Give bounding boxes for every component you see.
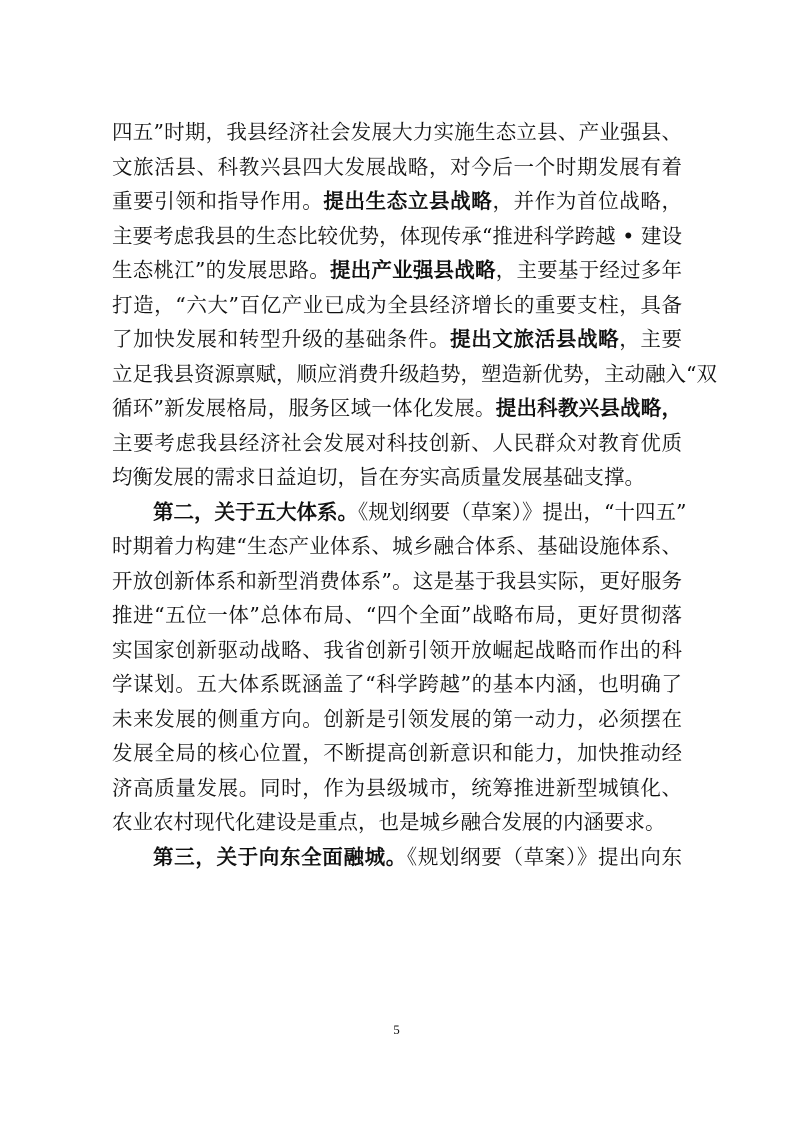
text-run: ，主要 [619,327,683,351]
text-line: 四五”时期，我县经济社会发展大力实施生态立县、产业强县、 [112,120,682,144]
bold-heading-tourism: 提出文旅活县战略 [450,327,620,351]
text-run: ，主要基于经过多年 [495,258,683,282]
text-line: 未来发展的侧重方向。创新是引领发展的第一动力，必须摆在 [112,706,682,731]
text-line: 开放创新体系和新型消费体系”。这是基于我县实际，更好服务 [112,568,682,593]
bold-heading-five-systems: 第二，关于五大体系。 [153,499,358,524]
text-line: 推进“五位一体”总体布局、“四个全面”战略布局，更好贯彻落 [112,603,682,627]
paragraph-east-integration [112,840,682,875]
text-run: 《规划纲要（草案）》提出向东 [406,844,683,869]
bold-heading-industry: 提出产业强县战略 [329,258,496,282]
text-line: 实国家创新驱动战略、我省创新引领开放崛起战略而作出的科 [112,637,682,662]
text-run: 重要引领和指导作用。 [112,189,324,213]
text-line [112,391,682,426]
text-line [112,495,687,530]
text-line [112,253,682,288]
text-line: 济高质量发展。同时，作为县级城市，统筹推进新型城镇化、 [112,775,682,800]
text-line: 均衡发展的需求日益迫切，旨在夯实高质量发展基础支撑。 [112,465,645,489]
bold-heading-ecology: 提出生态立县战略 [323,189,493,213]
paragraph-five-systems [112,495,687,840]
text-line: 发展全局的核心位置，不断提高创新意识和能力，加快推动经 [112,741,682,765]
text-run: ，并作为首位战略， [492,189,683,213]
text-line [112,184,682,219]
page-number: 5 [393,1022,400,1037]
text-line: 打造，“六大”百亿产业已成为全县经济增长的重要支柱，具备 [112,292,682,317]
text-line: 学谋划。五大体系既涵盖了“科学跨越”的基本内涵，也明确了 [112,672,682,696]
document-body [112,115,717,874]
bold-heading-east-integration: 第三，关于向东全面融城。 [153,844,407,869]
text-line [112,322,682,357]
text-run: 《规划纲要（草案）》提出，“十四五” [358,499,687,524]
text-line: 文旅活县、科教兴县四大发展战略，对今后一个时期发展有着 [112,154,682,179]
text-line [112,840,682,875]
text-run: 了加快发展和转型升级的基础条件。 [112,327,451,351]
text-run: 循环”新发展格局，服务区域一体化发展。 [112,396,496,420]
text-run: 生态桃江”的发展思路。 [112,258,330,282]
paragraph-four-strategies [112,115,717,495]
text-line: 时期着力构建“生态产业体系、城乡融合体系、基础设施体系、 [112,534,682,558]
bold-heading-science: 提出科教兴县战略， [495,396,683,420]
text-line: 立足我县资源禀赋，顺应消费升级趋势，塑造新优势，主动融入“双 [112,361,717,386]
text-line: 农业农村现代化建设是重点，也是城乡融合发展的内涵要求。 [112,810,666,834]
text-line: 主要考虑我县经济社会发展对科技创新、人民群众对教育优质 [112,430,682,455]
text-line: 主要考虑我县的生态比较优势，体现传承“推进科学跨越 • 建设 [112,223,682,248]
